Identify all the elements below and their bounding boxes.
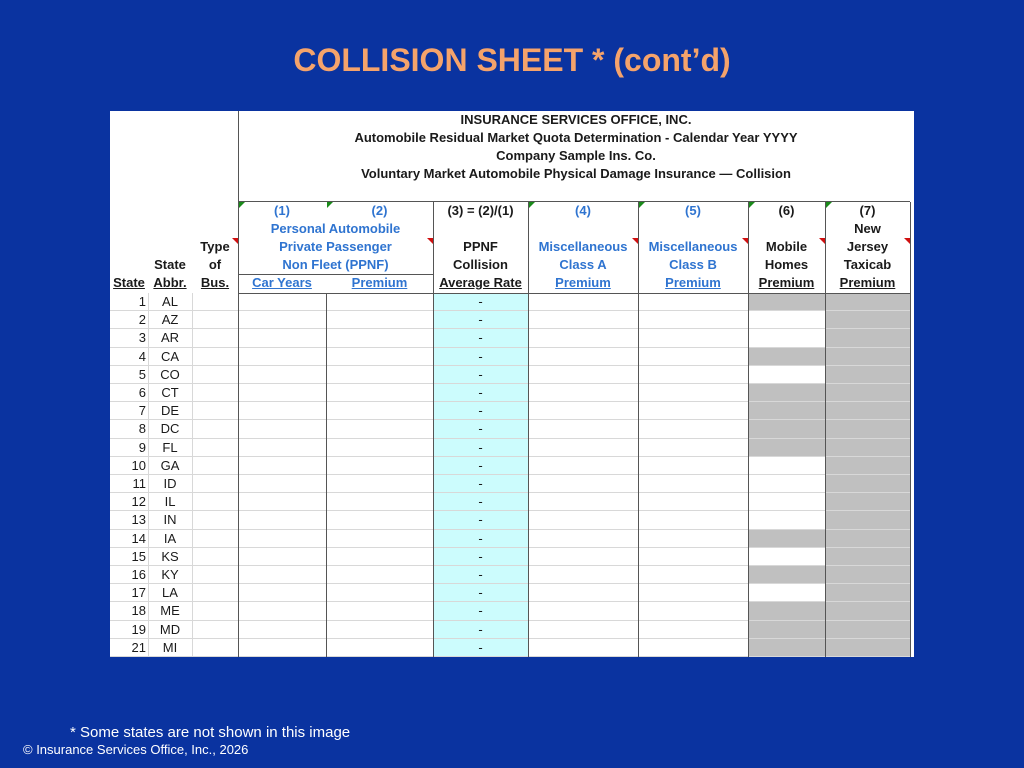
comment-indicator-icon: [749, 202, 755, 208]
col-2-premium-header: Premium: [351, 275, 408, 290]
col-type-of-business-header: Type of Bus.: [200, 239, 230, 290]
state-abbr-cell: IA: [163, 530, 177, 546]
slide-title: COLLISION SHEET * (cont’d): [293, 42, 731, 78]
grid-line: [825, 202, 826, 293]
state-abbr-cell: FL: [162, 439, 178, 455]
average-rate-cell: -: [478, 385, 483, 400]
average-rate-cell: -: [478, 457, 483, 473]
comment-indicator-icon: [639, 202, 645, 208]
grid-line: [433, 293, 434, 657]
state-abbr-cell: ID: [163, 476, 177, 491]
table-row: [110, 311, 910, 329]
state-abbr-cell: GA: [160, 457, 180, 473]
average-rate-cell: -: [478, 330, 483, 346]
grid-line: [326, 293, 327, 657]
average-rate-cell: -: [478, 439, 483, 455]
average-rate-cell: -: [478, 512, 483, 528]
state-abbr-cell: LA: [162, 585, 178, 601]
spreadsheet: [110, 111, 914, 657]
state-abbr-cell: AL: [162, 294, 178, 309]
average-rate-cell: -: [478, 494, 483, 510]
col-1-car-years-header: Car Years: [252, 275, 312, 290]
col-3-description: PPNF Collision: [453, 239, 508, 272]
table-row: [110, 475, 910, 493]
col-5-number: (5): [685, 203, 701, 218]
grid-line: [110, 656, 910, 657]
col-4-description: Miscellaneous Class A: [538, 239, 628, 272]
row-number: 14: [131, 530, 146, 546]
col-4-number: (4): [575, 203, 591, 218]
table-row: [110, 602, 910, 620]
row-number: 5: [138, 366, 146, 382]
average-rate-cell: -: [478, 312, 483, 328]
grid-line: [638, 293, 639, 657]
col-state-abbr-header: State Abbr.: [153, 257, 187, 290]
state-abbr-cell: AR: [160, 330, 180, 346]
grid-line: [238, 111, 239, 293]
grid-line: [910, 202, 911, 293]
average-rate-cell: -: [478, 621, 483, 637]
footnote: * Some states are not shown in this image: [70, 724, 351, 741]
grid-line: [192, 293, 193, 657]
average-rate-cell: -: [478, 567, 483, 582]
average-rate-cell: -: [478, 421, 483, 437]
comment-indicator-icon: [239, 202, 245, 208]
state-abbr-cell: ME: [160, 603, 180, 619]
average-rate-cell: -: [478, 294, 483, 309]
col-3-number: (3) = (2)/(1): [447, 203, 514, 218]
row-number: 2: [138, 312, 146, 328]
row-number: 15: [131, 548, 146, 564]
average-rate-cell: -: [478, 639, 483, 655]
row-number: 3: [138, 330, 146, 346]
average-rate-cell: -: [478, 603, 483, 619]
state-abbr-cell: MD: [159, 621, 181, 637]
state-abbr-cell: MI: [162, 639, 178, 655]
row-number: 19: [131, 621, 146, 637]
table-row: [110, 348, 910, 366]
table-row: [110, 293, 910, 311]
sheet-header-line-4: Voluntary Market Automobile Physical Damage Insurance — Collision: [361, 166, 791, 181]
table-row: [110, 639, 910, 657]
average-rate-cell: -: [478, 348, 483, 364]
comment-indicator-icon: [327, 202, 333, 208]
table-row: [110, 329, 910, 347]
row-number: 12: [131, 494, 146, 510]
grid-line: [638, 202, 639, 293]
average-rate-cell: -: [478, 585, 483, 601]
grid-line: [433, 202, 434, 293]
grid-line: [910, 293, 911, 657]
col-7-premium-header: Premium: [839, 275, 896, 290]
row-number: 9: [138, 439, 146, 455]
table-row: [110, 566, 910, 584]
state-abbr-cell: CA: [160, 348, 180, 364]
row-number: 7: [138, 403, 146, 419]
table-row: [110, 511, 910, 529]
state-abbr-cell: DE: [160, 403, 180, 419]
sheet-header-line-1: INSURANCE SERVICES OFFICE, INC.: [460, 112, 692, 127]
table-row: [110, 621, 910, 639]
col-6-number: (6): [778, 203, 795, 218]
table-row: [110, 548, 910, 566]
grid-line: [238, 201, 910, 202]
col-6-description: Mobile Homes: [764, 239, 809, 272]
table-row: [110, 493, 910, 511]
average-rate-cell: -: [478, 548, 483, 564]
col-state-header: State: [113, 275, 145, 290]
col-12-description: Personal Automobile Private Passenger Non Fleet (PPNF): [270, 221, 401, 272]
state-abbr-cell: IN: [163, 512, 177, 528]
col-5-description: Miscellaneous Class B: [648, 239, 738, 272]
col-3-average-rate-header: Average Rate: [439, 275, 522, 290]
grid-line: [748, 202, 749, 293]
table-body: [110, 293, 914, 657]
sheet-header-line-2: Automobile Residual Market Quota Determination - Calendar Year YYYY: [354, 130, 798, 145]
state-abbr-cell: AZ: [161, 312, 179, 328]
table-row: [110, 366, 910, 384]
grid-line: [238, 293, 239, 657]
row-number: 4: [138, 348, 146, 364]
col-6-premium-header: Premium: [758, 275, 815, 290]
state-abbr-cell: CO: [160, 366, 180, 382]
state-abbr-cell: KS: [161, 548, 179, 564]
table-row: [110, 402, 910, 420]
table-row: [110, 384, 910, 402]
grid-line: [825, 293, 826, 657]
row-number: 1: [138, 294, 146, 309]
grid-line: [528, 293, 529, 657]
copyright: © Insurance Services Office, Inc., 2026: [23, 742, 249, 757]
grid-line: [528, 202, 529, 293]
average-rate-cell: -: [478, 403, 483, 419]
col-4-premium-header: Premium: [555, 275, 611, 290]
state-abbr-cell: IL: [164, 494, 176, 510]
grid-line: [238, 274, 433, 275]
table-row: [110, 457, 910, 475]
grid-line: [148, 293, 149, 657]
col-5-premium-header: Premium: [665, 275, 721, 290]
grid-line: [238, 293, 910, 294]
table-row: [110, 530, 910, 548]
row-number: 17: [131, 585, 146, 601]
col-7-number: (7): [859, 203, 876, 218]
row-number: 8: [138, 421, 146, 437]
col-2-number: (2): [371, 203, 388, 218]
col-1-number: (1): [274, 203, 290, 218]
state-abbr-cell: DC: [160, 421, 180, 437]
grid-line: [748, 293, 749, 657]
sheet-header-line-3: Company Sample Ins. Co.: [496, 148, 656, 163]
row-number: 21: [131, 639, 146, 655]
row-number: 13: [131, 512, 146, 528]
row-number: 11: [132, 476, 146, 491]
row-number: 10: [131, 457, 146, 473]
average-rate-cell: -: [478, 366, 483, 382]
comment-indicator-icon: [529, 202, 535, 208]
comment-indicator-icon: [826, 202, 832, 208]
col-7-description: New Jersey Taxicab: [843, 221, 892, 272]
row-number: 18: [131, 603, 146, 619]
table-row: [110, 584, 910, 602]
table-row: [110, 420, 910, 438]
average-rate-cell: -: [478, 530, 483, 546]
state-abbr-cell: KY: [161, 567, 179, 582]
state-abbr-cell: CT: [161, 385, 179, 400]
table-row: [110, 439, 910, 457]
row-number: 16: [131, 567, 146, 582]
average-rate-cell: -: [478, 476, 483, 491]
row-number: 6: [138, 385, 146, 400]
